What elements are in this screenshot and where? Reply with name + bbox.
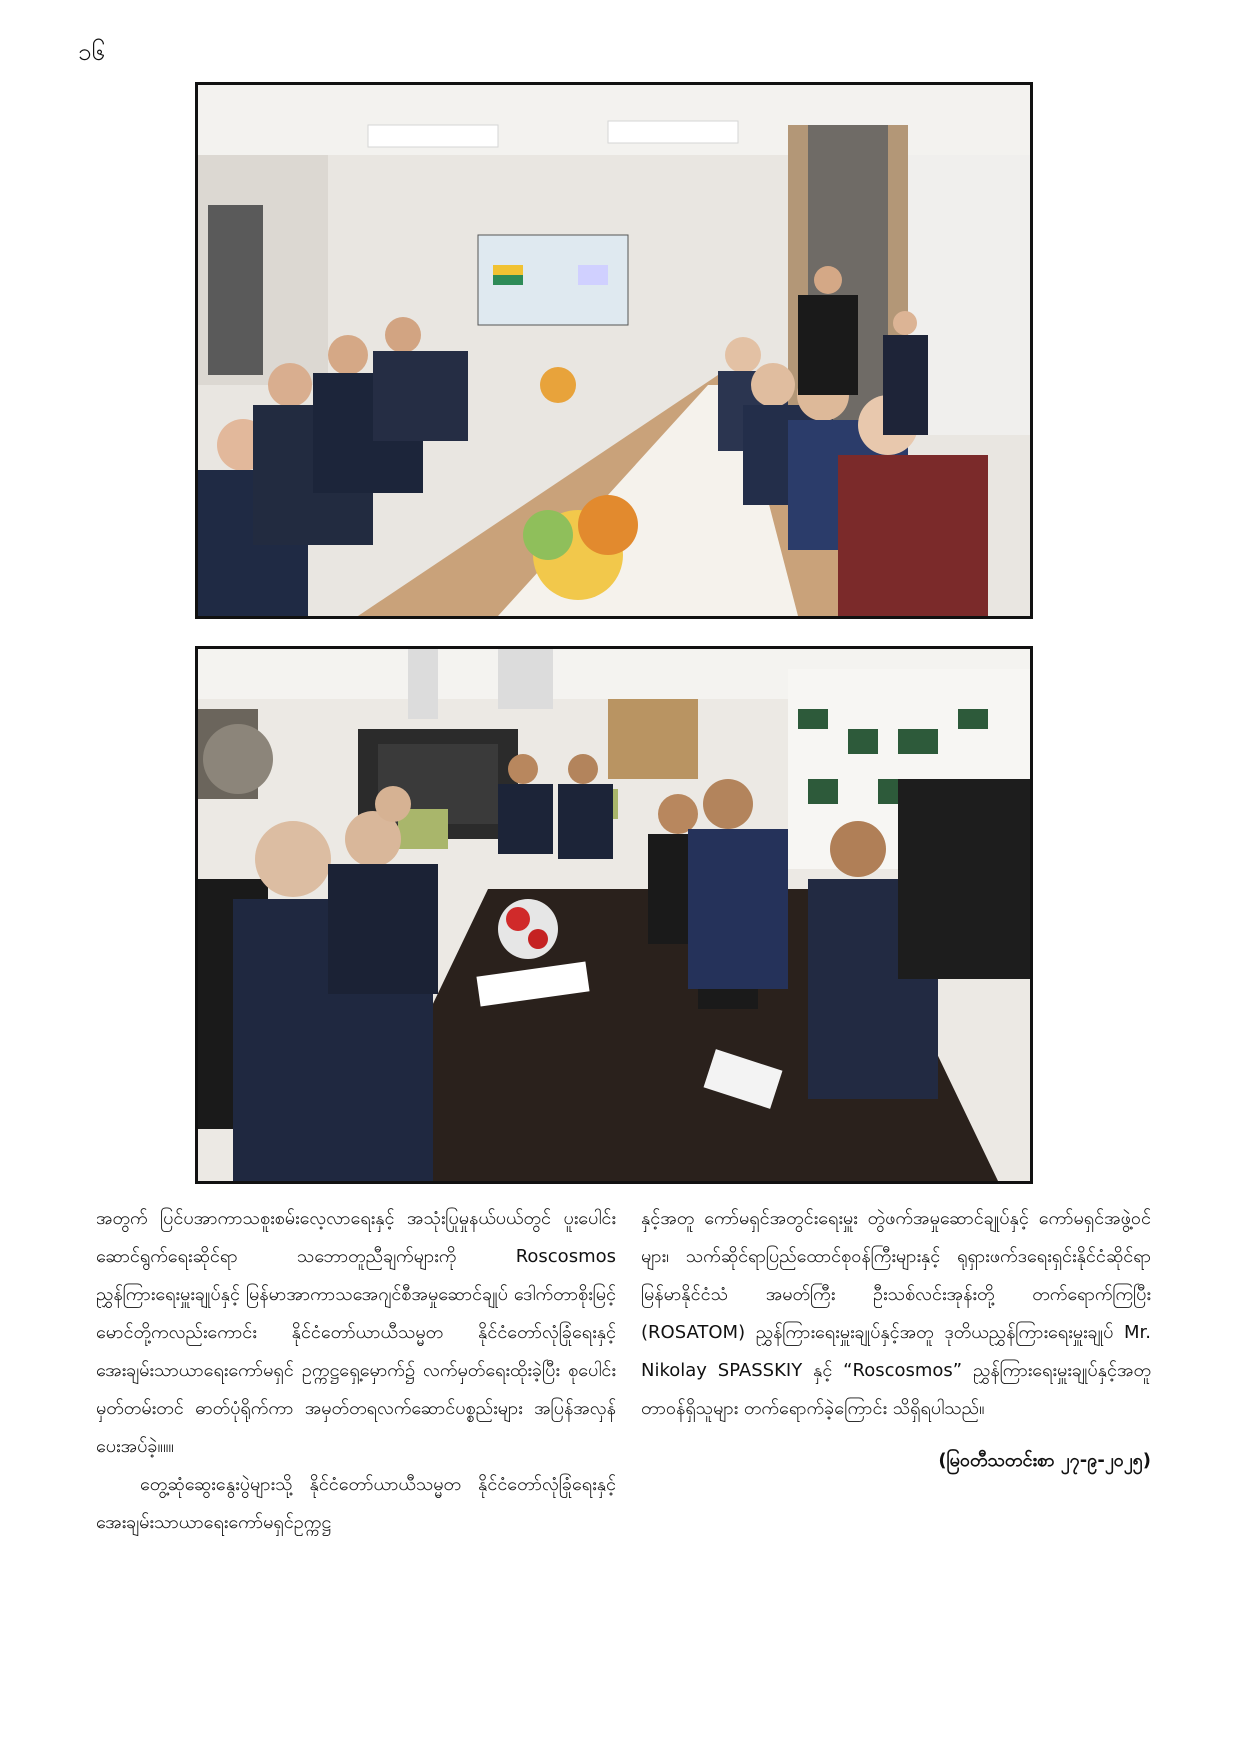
- article-left-column: [96, 1200, 616, 1542]
- meeting-photo-top: [195, 82, 1033, 619]
- meeting-photo-bottom: [195, 646, 1033, 1184]
- source-citation: (မြဝတီသတင်းစာ ၂၇-၉-၂၀၂၅): [938, 1450, 1151, 1471]
- meeting-photo-icon: [198, 85, 1030, 616]
- article-paragraph: တွေ့ဆုံဆွေးနွေးပွဲများသို့ နိုင်ငံတော်ယာယီသမ္မတ နိုင်ငံတော်လုံခြုံရေးနှင့်အေးချမ်းသာယာရေးကော်မရှင်ဥက္ကဋ္ဌ: [96, 1474, 616, 1533]
- meeting-photo-icon: [198, 649, 1030, 1181]
- article-paragraph: နှင့်အတူ ကော်မရှင်အတွင်းရေးမှူး တွဲဖက်အမှုဆောင်ချုပ်နှင့် ကော်မရှင်အဖွဲ့ဝင်များ၊ သက်ဆိုင်ရာပြည်ထောင်စုဝန်ကြီးများနှင့် ရုရှားဖက်ဒရေးရှင်းနိုင်ငံဆိုင်ရာ မြန်မာနိုင်ငံသံ အမတ်ကြီး ဦးသစ်လင်းအုန်းတို့ တက်ရောက်ကြပြီး (ROSATOM) ညွှန်ကြားရေးမှူးချုပ်နှင့်အတူ ဒုတိယညွှန်ကြားရေးမှူးချုပ် Mr. Nikolay SPASSKIY နှင့် “Roscosmos” ညွှန်ကြားရေးမှူးချုပ်နှင့်အတူ တာဝန်ရှိသူများ တက်ရောက်ခဲ့ကြောင်း သိရှိရပါသည်။: [641, 1208, 1151, 1419]
- page-number: ၁၆: [78, 38, 105, 66]
- article-paragraph: အတွက် ပြင်ပအာကာသစူးစမ်းလေ့လာရေးနှင့် အသုံးပြုမှုနယ်ပယ်တွင် ပူးပေါင်းဆောင်ရွက်ရေးဆိုင်ရာ သဘောတူညီချက်များကို Roscosmos ညွှန်ကြားရေးမှူးချုပ်နှင့် မြန်မာအာကာသအေဂျင်စီအမှုဆောင်ချုပ် ဒေါက်တာစိုးမြင့်မောင်တို့ကလည်းကောင်း နိုင်ငံတော်ယာယီသမ္မတ နိုင်ငံတော်လုံခြုံရေးနှင့် အေးချမ်းသာယာရေးကော်မရှင် ဥက္ကဋ္ဌရှေ့မှောက်၌ လက်မှတ်ရေးထိုးခဲ့ပြီး စုပေါင်းမှတ်တမ်းတင် ဓာတ်ပုံရိုက်ကာ အမှတ်တရလက်ဆောင်ပစ္စည်းများ အပြန်အလှန် ပေးအပ်ခဲ့။။။: [96, 1208, 616, 1457]
- article-right-column: [641, 1200, 1151, 1480]
